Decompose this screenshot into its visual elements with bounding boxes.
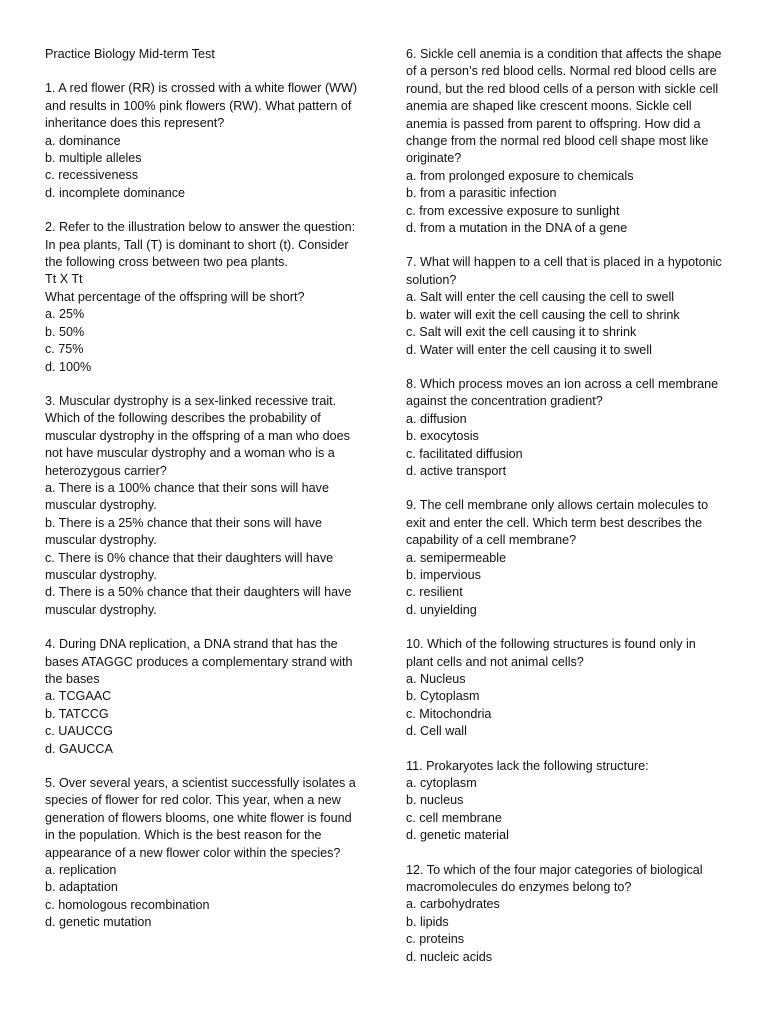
answer-option: a. dominance xyxy=(45,133,121,148)
answer-option: b. lipids xyxy=(406,914,449,929)
question-8 xyxy=(406,376,724,480)
answer-option: c. Salt will exit the cell causing it to shrink xyxy=(406,325,637,340)
question-6 xyxy=(406,46,724,237)
answer-option: a. from prolonged exposure to chemicals xyxy=(406,168,634,183)
answer-option: d. Cell wall xyxy=(406,724,467,739)
answer-option: d. GAUCCA xyxy=(45,741,113,756)
answer-option: b. TATCCG xyxy=(45,706,109,721)
answer-option: d. unyielding xyxy=(406,602,477,617)
answer-option: a. semipermeable xyxy=(406,550,507,565)
answer-option: a. 25% xyxy=(45,307,85,322)
question-text: 3. Muscular dystrophy is a sex-linked recessive trait. Which of the following describes the probability of muscular dystrophy in the offspring of a man who does not have muscular dystrophy and a woman who is a heterozygous carrier? xyxy=(45,393,350,478)
question-7 xyxy=(406,254,724,358)
answer-options xyxy=(45,688,363,758)
answer-option: c. from excessive exposure to sunlight xyxy=(406,203,620,218)
answer-option: a. carbohydrates xyxy=(406,897,500,912)
answer-option: d. active transport xyxy=(406,463,507,478)
answer-options xyxy=(45,133,363,203)
question-11 xyxy=(406,758,724,845)
answer-options xyxy=(45,306,363,376)
answer-option: d. incomplete dominance xyxy=(45,185,186,200)
answer-option: d. 100% xyxy=(45,359,92,374)
question-1 xyxy=(45,80,363,202)
answer-option: b. from a parasitic infection xyxy=(406,186,557,201)
answer-option: b. Cytoplasm xyxy=(406,689,480,704)
answer-option: d. from a mutation in the DNA of a gene xyxy=(406,221,628,236)
answer-option: b. There is a 25% chance that their sons will have muscular dystrophy. xyxy=(45,515,322,548)
answer-options xyxy=(406,289,724,359)
answer-option: c. resilient xyxy=(406,585,463,600)
document-title: Practice Biology Mid-term Test xyxy=(45,47,215,61)
question-text: 5. Over several years, a scientist successfully isolates a species of flower for red color. This year, when a new generation of flowers blooms, one white flower is found in the population. Which is the best reason for the appearance of a new flower color within the species? xyxy=(45,776,356,860)
question-text: 6. Sickle cell anemia is a condition that affects the shape of a person’s red blood cells. Normal red blood cells are round, but the red blood cells of a person with sickle cell anemia are shaped like crescent moons. Sickle cell anemia is passed from parent to offspring. How did a change from the normal red blood cell shape most like originate? xyxy=(406,47,722,166)
question-text: 8. Which process moves an ion across a cell membrane against the concentration gradient? xyxy=(406,376,719,409)
answer-options xyxy=(45,480,363,619)
answer-option: b. impervious xyxy=(406,567,481,582)
answer-option: a. diffusion xyxy=(406,411,467,426)
answer-option: d. nucleic acids xyxy=(406,949,493,964)
answer-option: b. adaptation xyxy=(45,880,118,895)
answer-options xyxy=(406,411,724,481)
answer-options xyxy=(406,671,724,741)
right-column xyxy=(406,46,724,983)
answer-option: d. Water will enter the cell causing it to swell xyxy=(406,342,652,357)
answer-option: d. There is a 50% chance that their daughters will have muscular dystrophy. xyxy=(45,585,352,617)
answer-option: b. multiple alleles xyxy=(45,151,142,166)
question-9 xyxy=(406,497,724,619)
answer-option: a. replication xyxy=(45,863,117,878)
answer-option: c. UAUCCG xyxy=(45,724,113,739)
answer-option: c. Mitochondria xyxy=(406,706,492,721)
answer-option: c. proteins xyxy=(406,932,465,947)
answer-option: c. 75% xyxy=(45,342,84,357)
answer-options xyxy=(45,862,363,932)
question-text: 12. To which of the four major categories of biological macromolecules do enzymes belong to? xyxy=(406,862,703,895)
answer-option: c. homologous recombination xyxy=(45,897,210,912)
question-text: 10. Which of the following structures is found only in plant cells and not animal cells? xyxy=(406,637,696,669)
question-12 xyxy=(406,862,724,966)
answer-option: b. water will exit the cell causing the cell to shrink xyxy=(406,307,680,322)
answer-options xyxy=(406,775,724,845)
answer-option: a. cytoplasm xyxy=(406,776,477,791)
question-4 xyxy=(45,636,363,758)
question-text: 2. Refer to the illustration below to answer the question: In pea plants, Tall (T) is dominant to short (t). Consider the following cross between two pea plants. xyxy=(45,220,356,270)
answer-option: c. recessiveness xyxy=(45,168,139,183)
question-10 xyxy=(406,636,724,740)
question-prompt: What percentage of the offspring will be short? xyxy=(45,289,305,304)
answer-option: a. Nucleus xyxy=(406,672,466,686)
answer-option: c. facilitated diffusion xyxy=(406,446,523,461)
answer-option: a. TCGAAC xyxy=(45,689,112,704)
answer-option: b. 50% xyxy=(45,324,85,339)
question-2 xyxy=(45,219,363,376)
answer-option: a. Salt will enter the cell causing the cell to swell xyxy=(406,290,675,305)
answer-option: a. There is a 100% chance that their sons will have muscular dystrophy. xyxy=(45,480,329,513)
question-text: 4. During DNA replication, a DNA strand that has the bases ATAGGC produces a complementary strand with the bases xyxy=(45,637,353,686)
answer-option: c. There is 0% chance that their daughters will have muscular dystrophy. xyxy=(45,550,334,582)
answer-option: d. genetic material xyxy=(406,828,509,843)
question-3 xyxy=(45,393,363,619)
question-text: 7. What will happen to a cell that is placed in a hypotonic solution? xyxy=(406,255,722,287)
cross-notation: Tt X Tt xyxy=(45,272,83,287)
question-text: 11. Prokaryotes lack the following structure: xyxy=(406,758,649,773)
left-column xyxy=(45,46,363,949)
question-text: 9. The cell membrane only allows certain molecules to exit and enter the cell. Which term best describes the capability of a cell membrane? xyxy=(406,498,709,548)
answer-option: b. exocytosis xyxy=(406,429,479,444)
question-text: 1. A red flower (RR) is crossed with a white flower (WW) and results in 100% pink flowers (RW). What pattern of inheritance does this represent? xyxy=(45,81,358,131)
question-5 xyxy=(45,775,363,932)
answer-options xyxy=(406,550,724,620)
answer-option: c. cell membrane xyxy=(406,810,502,825)
answer-option: d. genetic mutation xyxy=(45,915,152,930)
answer-option: b. nucleus xyxy=(406,793,464,808)
answer-options xyxy=(406,168,724,238)
answer-options xyxy=(406,896,724,966)
